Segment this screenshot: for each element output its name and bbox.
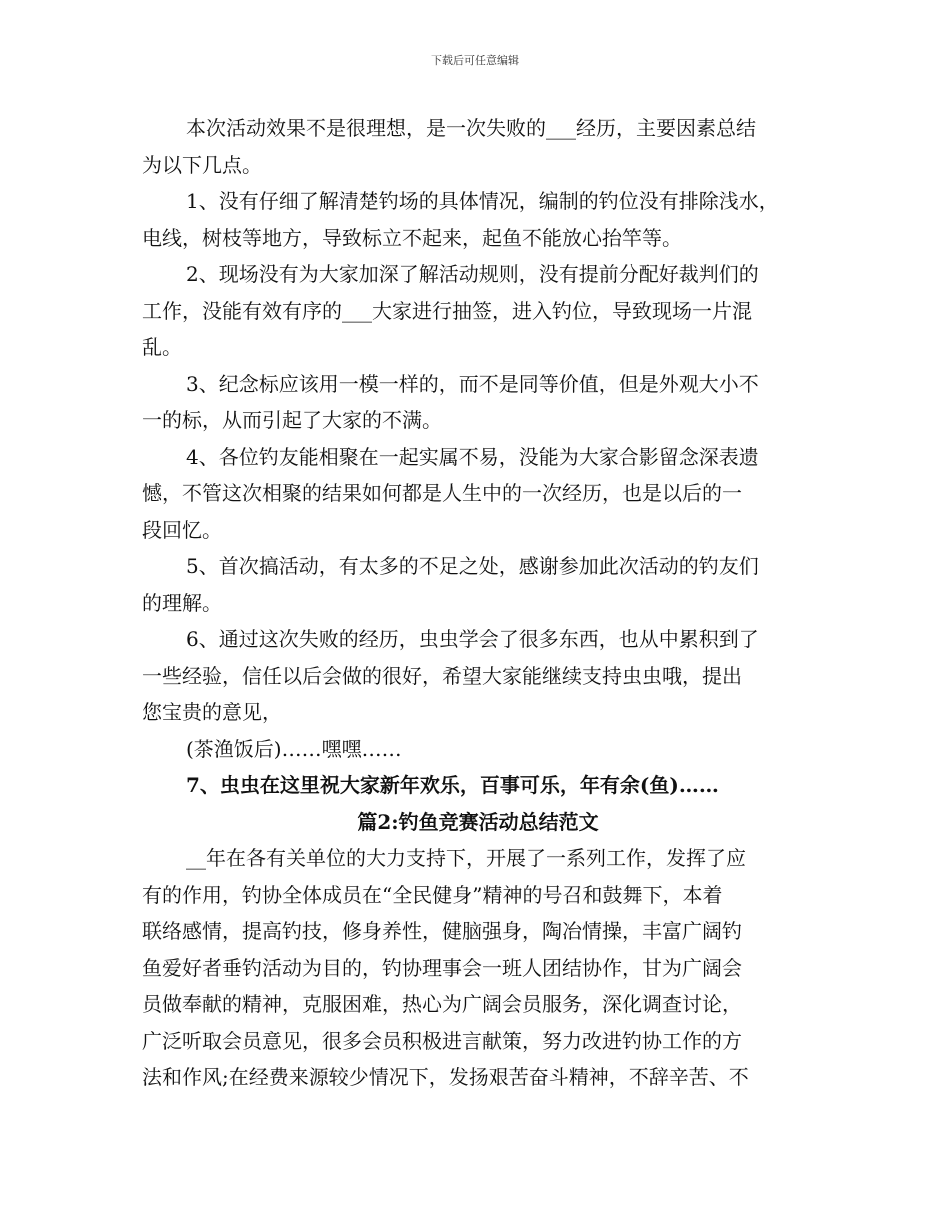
text-line: 一的标，从而引起了大家的不满。 — [142, 408, 442, 432]
paragraph-point-6 — [142, 621, 814, 731]
paragraph-intro — [142, 110, 814, 183]
text-line: 3、纪念标应该用一模一样的，而不是同等价值，但是外观大小不 — [186, 371, 759, 396]
paragraph-point-3 — [142, 366, 814, 439]
document-body — [142, 110, 814, 1096]
section-body — [142, 840, 814, 1096]
text-line: __年在各有关单位的大力支持下，开展了一系列工作，发挥了应 — [186, 846, 746, 870]
text-line: 广泛听取会员意见，很多会员积极进言献策，努力改进钓协工作的方 — [142, 1028, 742, 1053]
text-line: (茶渔饭后)……嘿嘿…… — [186, 736, 402, 761]
paragraph-aside — [142, 731, 814, 768]
text-line: 鱼爱好者垂钓活动为目的，钓协理事会一班人团结协作，甘为广阔会 — [142, 955, 742, 980]
text-line: 5、首次搞活动，有太多的不足之处，感谢参加此次活动的钓友们 — [186, 554, 759, 578]
text-line: 4、各位钓友能相聚在一起实属不易，没能为大家合影留念深表遗 — [186, 444, 759, 469]
text-line: 2、现场没有为大家加深了解活动规则，没有提前分配好裁判们的 — [186, 262, 759, 286]
section-title: 篇2:钓鱼竞赛活动总结范文 — [357, 809, 599, 834]
closing-line: 7、虫虫在这里祝大家新年欢乐，百事可乐，年有余(鱼)…… — [186, 773, 719, 797]
page-header: 下载后可任意编辑 — [431, 54, 519, 67]
text-line: 1、没有仔细了解清楚钓场的具体情况，编制的钓位没有排除浅水， — [186, 189, 779, 213]
paragraph-closing — [142, 767, 814, 804]
paragraph-point-2 — [142, 256, 814, 366]
text-line: 6、通过这次失败的经历，虫虫学会了很多东西，也从中累积到了 — [186, 627, 759, 651]
text-line: 工作，没能有效有序的___大家进行抽签，进入钓位，导致现场一片混 — [142, 298, 752, 323]
text-line: 联络感情，提高钓技，修身养性，健脑强身，陶冶情操，丰富广阔钓 — [142, 919, 742, 943]
text-line: 乱。 — [142, 335, 182, 359]
text-line: 电线，树枝等地方，导致标立不起来，起鱼不能放心抬竿等。 — [142, 225, 682, 250]
text-line: 一些经验，信任以后会做的很好，希望大家能继续支持虫虫哦，提出 — [142, 663, 742, 688]
text-line: 为以下几点。 — [142, 152, 262, 177]
text-line: 的理解。 — [142, 590, 222, 615]
text-line: 法和作风;在经费来源较少情况下，发扬艰苦奋斗精神，不辞辛苦、不 — [142, 1065, 749, 1089]
paragraph-point-1 — [142, 183, 814, 256]
text-line: 员做奉献的精神，克服困难，热心为广阔会员服务，深化调查讨论， — [142, 992, 742, 1016]
paragraph-point-4 — [142, 439, 814, 549]
text-line: 段回忆。 — [142, 517, 222, 542]
text-line: 憾，不管这次相聚的结果如何都是人生中的一次经历，也是以后的一 — [142, 481, 742, 505]
paragraph-point-5 — [142, 548, 814, 621]
text-line: 有的作用，钓协全体成员在“全民健身”精神的号召和鼓舞下，本着 — [142, 882, 723, 907]
text-line: 本次活动效果不是很理想，是一次失败的___经历，主要因素总结 — [186, 116, 756, 140]
text-line: 您宝贵的意见， — [142, 700, 282, 724]
